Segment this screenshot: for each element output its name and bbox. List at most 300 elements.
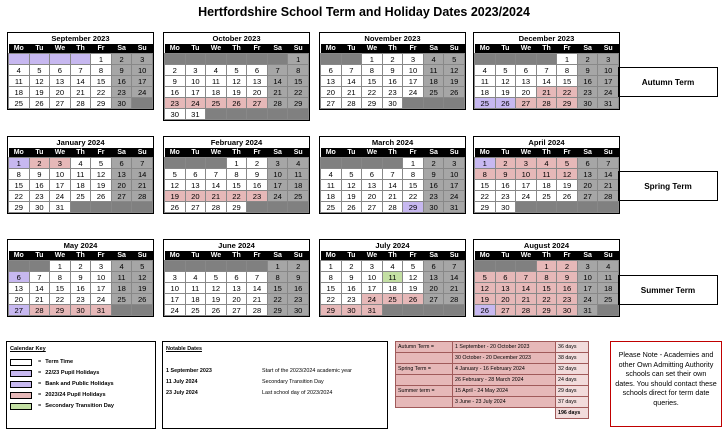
day-cell: 6 <box>321 65 342 76</box>
weekday-header: Th <box>70 148 91 158</box>
day-cell: 16 <box>288 283 309 294</box>
day-cell: 16 <box>495 180 516 191</box>
day-cell: 18 <box>9 87 30 98</box>
weekday-header: Fr <box>557 251 578 261</box>
month-calendar <box>473 136 620 214</box>
key-item-term-time <box>10 358 73 366</box>
weekday-header: Su <box>444 251 465 261</box>
day-cell: 29 <box>288 98 309 109</box>
day-cell: 2 <box>165 65 186 76</box>
day-cell: 31 <box>91 305 112 316</box>
day-cell: 29 <box>50 305 71 316</box>
weekday-header: Th <box>226 148 247 158</box>
day-cell: 24 <box>598 87 619 98</box>
day-cell: 19 <box>226 87 247 98</box>
empty-cell <box>206 54 227 65</box>
transition-day-swatch <box>10 403 32 410</box>
summary-row <box>396 386 589 397</box>
empty-cell <box>50 54 71 65</box>
notable-dates-title: Notable Dates <box>166 346 202 352</box>
weekday-header: Fr <box>247 251 268 261</box>
empty-cell <box>132 98 153 109</box>
day-cell: 15 <box>91 76 112 87</box>
day-cell: 10 <box>598 65 619 76</box>
weekday-header: We <box>516 44 537 54</box>
weekday-header: Tu <box>341 44 362 54</box>
day-cell: 4 <box>70 158 91 169</box>
day-cell: 18 <box>185 294 206 305</box>
month-grid <box>474 251 619 316</box>
day-cell: 26 <box>29 98 50 109</box>
month-grid <box>320 148 465 213</box>
week-row <box>321 87 465 98</box>
weekday-header: We <box>50 44 71 54</box>
empty-cell <box>247 109 268 120</box>
bank-holiday-swatch <box>10 381 32 388</box>
day-cell: 21 <box>267 87 288 98</box>
weekday-header: We <box>206 44 227 54</box>
day-cell: 14 <box>29 283 50 294</box>
week-row <box>165 294 309 305</box>
day-cell: 12 <box>341 180 362 191</box>
day-cell: 7 <box>382 169 403 180</box>
summary-days: 29 days <box>556 386 589 397</box>
day-cell: 29 <box>475 202 496 213</box>
day-cell: 8 <box>362 65 383 76</box>
empty-cell <box>70 54 91 65</box>
day-cell: 17 <box>50 180 71 191</box>
day-cell: 16 <box>341 283 362 294</box>
2324-holiday-swatch <box>10 392 32 399</box>
empty-cell <box>341 54 362 65</box>
day-cell: 30 <box>382 98 403 109</box>
month-calendar <box>163 239 310 317</box>
day-cell: 8 <box>321 272 342 283</box>
weekday-header: Fr <box>247 44 268 54</box>
day-cell: 18 <box>206 87 227 98</box>
day-cell: 24 <box>267 191 288 202</box>
weekday-header-row <box>475 44 619 54</box>
day-cell: 9 <box>111 65 132 76</box>
weekday-header: Tu <box>495 44 516 54</box>
week-row <box>475 158 619 169</box>
empty-cell <box>111 202 132 213</box>
weekday-header: Fr <box>403 148 424 158</box>
weekday-header: Th <box>382 251 403 261</box>
summary-blank <box>396 408 453 419</box>
day-cell: 15 <box>288 76 309 87</box>
month-grid <box>164 44 309 120</box>
day-cell: 27 <box>50 98 71 109</box>
day-cell: 25 <box>475 98 496 109</box>
week-row <box>9 76 153 87</box>
day-cell: 20 <box>226 294 247 305</box>
day-cell: 3 <box>362 261 383 272</box>
day-cell: 27 <box>226 305 247 316</box>
day-cell: 26 <box>91 191 112 202</box>
empty-cell <box>206 261 227 272</box>
day-cell: 15 <box>557 76 578 87</box>
weekday-header: Th <box>536 44 557 54</box>
day-cell: 14 <box>382 180 403 191</box>
day-cell: 20 <box>9 294 30 305</box>
day-cell: 4 <box>536 158 557 169</box>
day-cell: 23 <box>288 294 309 305</box>
day-cell: 10 <box>444 169 465 180</box>
empty-cell <box>247 202 268 213</box>
day-cell: 26 <box>341 202 362 213</box>
day-cell: 10 <box>403 65 424 76</box>
month-title: June 2024 <box>218 241 255 250</box>
day-cell: 4 <box>185 272 206 283</box>
month-calendar <box>163 136 310 214</box>
empty-cell <box>321 54 342 65</box>
empty-cell <box>185 261 206 272</box>
weekday-header: Su <box>288 44 309 54</box>
day-cell: 20 <box>111 180 132 191</box>
day-cell: 21 <box>70 87 91 98</box>
day-cell: 8 <box>288 65 309 76</box>
week-row <box>475 87 619 98</box>
day-cell: 12 <box>444 65 465 76</box>
weekday-header: Sa <box>111 44 132 54</box>
day-cell: 28 <box>598 191 619 202</box>
day-cell: 23 <box>423 191 444 202</box>
day-cell: 2 <box>423 158 444 169</box>
day-cell: 22 <box>50 294 71 305</box>
day-cell: 23 <box>29 191 50 202</box>
day-cell: 19 <box>341 191 362 202</box>
summary-days: 32 days <box>556 364 589 375</box>
empty-cell <box>165 54 186 65</box>
weekday-header: Sa <box>111 251 132 261</box>
day-cell: 19 <box>29 87 50 98</box>
summary-days: 36 days <box>556 342 589 353</box>
day-cell: 16 <box>111 76 132 87</box>
day-cell: 27 <box>321 98 342 109</box>
day-cell: 24 <box>362 294 383 305</box>
day-cell: 15 <box>321 283 342 294</box>
day-cell: 5 <box>206 272 227 283</box>
weekday-header-row <box>9 251 153 261</box>
day-cell: 14 <box>598 169 619 180</box>
weekday-header: Sa <box>267 251 288 261</box>
month-title: May 2024 <box>63 241 98 250</box>
day-cell: 29 <box>91 98 112 109</box>
day-cell: 11 <box>206 76 227 87</box>
day-cell: 15 <box>9 180 30 191</box>
day-cell: 22 <box>9 191 30 202</box>
day-cell: 9 <box>382 65 403 76</box>
week-row <box>321 158 465 169</box>
empty-cell <box>516 54 537 65</box>
summary-dates: 26 February - 28 March 2024 <box>453 375 556 386</box>
week-row <box>165 305 309 316</box>
day-cell: 1 <box>321 261 342 272</box>
key-label: 22/23 Pupil Holidays <box>45 370 100 376</box>
week-row <box>321 54 465 65</box>
week-row <box>9 261 153 272</box>
day-cell: 9 <box>557 272 578 283</box>
weekday-header: Mo <box>475 44 496 54</box>
day-cell: 20 <box>577 180 598 191</box>
week-row <box>475 54 619 65</box>
empty-cell <box>444 98 465 109</box>
month-grid <box>320 44 465 109</box>
day-cell: 11 <box>475 76 496 87</box>
empty-cell <box>423 98 444 109</box>
day-cell: 10 <box>185 76 206 87</box>
day-cell: 19 <box>475 294 496 305</box>
day-cell: 15 <box>475 180 496 191</box>
weekday-header: Su <box>132 148 153 158</box>
summary-label: Summer term = <box>396 386 453 397</box>
weekday-header: We <box>206 148 227 158</box>
month-grid <box>164 251 309 316</box>
day-cell: 27 <box>9 305 30 316</box>
weekday-header: Sa <box>267 148 288 158</box>
week-row <box>165 76 309 87</box>
summary-label <box>396 397 453 408</box>
key-dash: = <box>38 359 42 365</box>
day-cell: 5 <box>403 261 424 272</box>
day-cell: 4 <box>382 261 403 272</box>
weekday-header: Mo <box>165 44 186 54</box>
day-cell: 8 <box>536 272 557 283</box>
empty-cell <box>165 158 186 169</box>
week-row <box>9 202 153 213</box>
day-cell: 12 <box>226 76 247 87</box>
weekday-header: Mo <box>475 148 496 158</box>
day-cell: 19 <box>206 294 227 305</box>
day-cell: 26 <box>495 98 516 109</box>
week-row <box>165 54 309 65</box>
weekday-header: Tu <box>29 251 50 261</box>
day-cell: 28 <box>206 202 227 213</box>
day-cell: 13 <box>516 76 537 87</box>
empty-cell <box>516 261 537 272</box>
day-cell: 8 <box>557 65 578 76</box>
notable-date-row <box>166 379 386 387</box>
weekday-header: Mo <box>165 251 186 261</box>
weekday-header: Th <box>382 44 403 54</box>
month-calendar <box>319 32 466 110</box>
term-summary-table <box>395 341 589 419</box>
day-cell: 28 <box>382 202 403 213</box>
day-cell: 29 <box>226 202 247 213</box>
day-cell: 6 <box>50 65 71 76</box>
day-cell: 2 <box>341 261 362 272</box>
summary-label: Autumn Term = <box>396 342 453 353</box>
week-row <box>321 180 465 191</box>
week-row <box>321 294 465 305</box>
summary-days: 24 days <box>556 375 589 386</box>
day-cell: 30 <box>29 202 50 213</box>
week-row <box>321 169 465 180</box>
weekday-header: Su <box>132 44 153 54</box>
day-cell: 28 <box>516 305 537 316</box>
day-cell: 14 <box>444 272 465 283</box>
day-cell: 25 <box>321 202 342 213</box>
empty-cell <box>29 261 50 272</box>
day-cell: 13 <box>185 180 206 191</box>
key-dash: = <box>38 403 42 409</box>
day-cell: 24 <box>516 191 537 202</box>
day-cell: 18 <box>598 283 619 294</box>
day-cell: 29 <box>9 202 30 213</box>
day-cell: 25 <box>206 98 227 109</box>
key-item-bank-holidays <box>10 380 114 388</box>
day-cell: 13 <box>495 283 516 294</box>
day-cell: 29 <box>362 98 383 109</box>
summary-label <box>396 375 453 386</box>
day-cell: 1 <box>9 158 30 169</box>
day-cell: 15 <box>226 180 247 191</box>
day-cell: 14 <box>516 283 537 294</box>
day-cell: 14 <box>267 76 288 87</box>
empty-cell <box>247 261 268 272</box>
weekday-header: Su <box>288 251 309 261</box>
day-cell: 9 <box>165 76 186 87</box>
day-cell: 8 <box>475 169 496 180</box>
day-cell: 27 <box>247 98 268 109</box>
day-cell: 12 <box>165 180 186 191</box>
week-row <box>475 294 619 305</box>
day-cell: 8 <box>226 169 247 180</box>
key-dash: = <box>38 392 42 398</box>
day-cell: 3 <box>165 272 186 283</box>
week-row <box>9 272 153 283</box>
day-cell: 18 <box>288 180 309 191</box>
day-cell: 20 <box>516 87 537 98</box>
day-cell: 12 <box>557 169 578 180</box>
week-row <box>321 272 465 283</box>
weekday-header: Mo <box>321 148 342 158</box>
day-cell: 29 <box>267 305 288 316</box>
day-cell: 16 <box>165 87 186 98</box>
day-cell: 15 <box>403 180 424 191</box>
day-cell: 12 <box>206 283 227 294</box>
day-cell: 26 <box>403 294 424 305</box>
month-calendar <box>7 239 154 317</box>
key-label: Term Time <box>45 359 74 365</box>
day-cell: 10 <box>362 272 383 283</box>
weekday-header: Su <box>598 251 619 261</box>
empty-cell <box>9 54 30 65</box>
empty-cell <box>536 202 557 213</box>
day-cell: 18 <box>382 283 403 294</box>
week-row <box>9 98 153 109</box>
day-cell: 3 <box>598 54 619 65</box>
weekday-header: Th <box>226 251 247 261</box>
summary-dates: 4 January - 16 February 2024 <box>453 364 556 375</box>
day-cell: 22 <box>536 294 557 305</box>
day-cell: 13 <box>321 76 342 87</box>
day-cell: 21 <box>341 87 362 98</box>
weekday-header: Su <box>132 251 153 261</box>
weekday-header: Tu <box>341 148 362 158</box>
day-cell: 4 <box>111 261 132 272</box>
day-cell: 13 <box>362 180 383 191</box>
weekday-header-row <box>321 44 465 54</box>
summary-blank <box>453 408 556 419</box>
day-cell: 14 <box>247 283 268 294</box>
day-cell: 16 <box>423 180 444 191</box>
day-cell: 20 <box>362 191 383 202</box>
day-cell: 22 <box>226 191 247 202</box>
day-cell: 27 <box>577 191 598 202</box>
summary-total: 196 days <box>556 408 589 419</box>
2223-holiday-swatch <box>10 370 32 377</box>
summary-dates: 15 April - 24 May 2024 <box>453 386 556 397</box>
week-row <box>9 305 153 316</box>
day-cell: 28 <box>70 98 91 109</box>
day-cell: 18 <box>536 180 557 191</box>
day-cell: 11 <box>423 65 444 76</box>
day-cell: 17 <box>598 76 619 87</box>
weekday-header: We <box>516 251 537 261</box>
day-cell: 17 <box>91 283 112 294</box>
day-cell: 28 <box>341 98 362 109</box>
weekday-header: Su <box>444 148 465 158</box>
day-cell: 27 <box>423 294 444 305</box>
week-row <box>165 191 309 202</box>
day-cell: 28 <box>444 294 465 305</box>
day-cell: 21 <box>132 180 153 191</box>
weekday-header: Fr <box>557 148 578 158</box>
empty-cell <box>423 305 444 316</box>
day-cell: 13 <box>247 76 268 87</box>
day-cell: 6 <box>577 158 598 169</box>
weekday-header-row <box>165 148 309 158</box>
day-cell: 24 <box>165 305 186 316</box>
empty-cell <box>70 202 91 213</box>
day-cell: 2 <box>288 261 309 272</box>
day-cell: 18 <box>475 87 496 98</box>
week-row <box>9 169 153 180</box>
day-cell: 16 <box>382 76 403 87</box>
weekday-header-row <box>321 251 465 261</box>
empty-cell <box>382 158 403 169</box>
day-cell: 9 <box>70 272 91 283</box>
day-cell: 10 <box>165 283 186 294</box>
weekday-header: Fr <box>403 44 424 54</box>
empty-cell <box>403 98 424 109</box>
empty-cell <box>475 261 496 272</box>
day-cell: 17 <box>403 76 424 87</box>
weekday-header: Tu <box>495 148 516 158</box>
day-cell: 1 <box>536 261 557 272</box>
weekday-header: Tu <box>29 44 50 54</box>
day-cell: 29 <box>321 305 342 316</box>
empty-cell <box>247 54 268 65</box>
month-calendar <box>7 32 154 110</box>
empty-cell <box>495 54 516 65</box>
key-label: Bank and Public Holidays <box>45 381 114 387</box>
day-cell: 1 <box>557 54 578 65</box>
day-cell: 4 <box>288 158 309 169</box>
summer-term-label: Summer Term <box>618 275 718 305</box>
empty-cell <box>382 305 403 316</box>
day-cell: 23 <box>341 294 362 305</box>
page-title: Hertfordshire School Term and Holiday Dates 2023/2024 <box>198 5 530 19</box>
week-row <box>9 158 153 169</box>
day-cell: 11 <box>598 272 619 283</box>
summary-dates: 1 September - 20 October 2023 <box>453 342 556 353</box>
day-cell: 14 <box>132 169 153 180</box>
week-row <box>475 191 619 202</box>
day-cell: 31 <box>444 202 465 213</box>
